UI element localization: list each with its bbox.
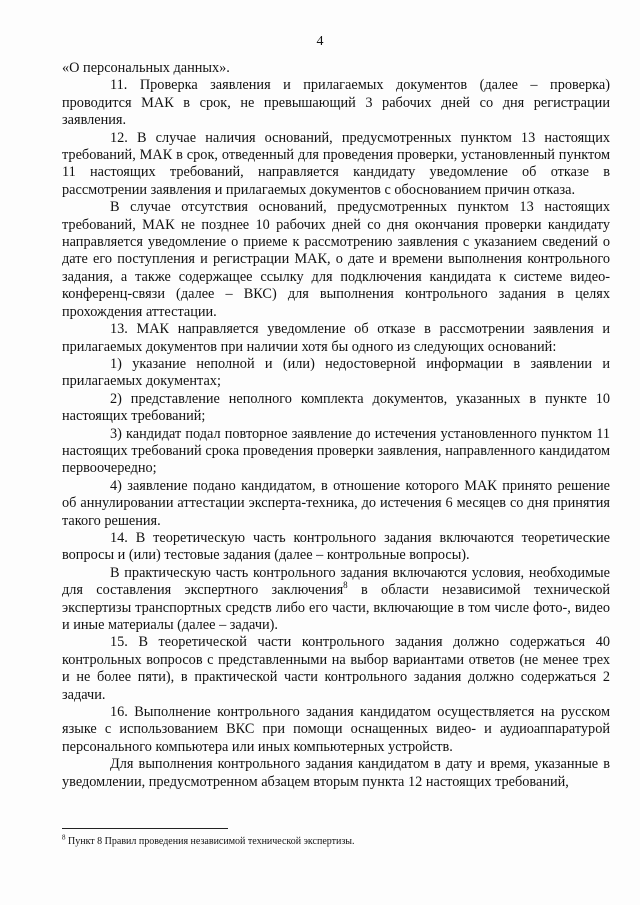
paragraph-13: 13. МАК направляется уведомление об отказе в рассмотрении заявления и прилагаемых документов при наличии хотя бы одного из следующих оснований:: [62, 321, 610, 355]
footnote-text: Пункт 8 Правил проведения независимой технической экспертизы.: [65, 836, 355, 847]
paragraph-14: 14. В теоретическую часть контрольного задания включаются теоретические вопросы и (или) тестовые задания (далее – контрольные вопросы).: [62, 529, 610, 564]
page-number: 4: [316, 34, 324, 49]
paragraph-12: 12. В случае наличия оснований, предусмотренных пунктом 13 настоящих требований, МАК в срок, отведенный для проведения проверки, установленный пунктом 11 настоящих требований, направляется кандидату уведомление об отказе в рассмотрении заявления и прилагаемых документов с обоснованием причин отказа.: [62, 129, 610, 198]
footnote-reference: 8: [343, 580, 348, 591]
paragraph-11: 11. Проверка заявления и прилагаемых документов (далее – проверка) проводится МАК в срок, не превышающий 3 рабочих дней со дня регистрации заявления.: [62, 77, 610, 129]
footnote: [62, 833, 610, 848]
paragraph-16-second: Для выполнения контрольного задания кандидатом в дату и время, указанные в уведомлении, предусмотренном абзацем вторым пункта 12 настоящих требований,: [62, 756, 610, 790]
paragraph-continuation: «О персональных данных».: [62, 60, 230, 76]
paragraph-15: 15. В теоретической части контрольного задания должно содержаться 40 контрольных вопросов с представленными на выбор вариантами ответов (не менее трех и не более пяти), в практической части контрольного задания должно содержаться 2 задачи.: [62, 634, 610, 703]
practical-text-start: В практическую часть контрольного задания включаются условия, необходимые для составления экспертного заключения: [62, 564, 610, 599]
document-body: [62, 60, 610, 791]
footnote-mark: 8: [62, 833, 66, 842]
list-item-4: 4) заявление подано кандидатом, в отношение которого МАК принято решение об аннулировании аттестации эксперта-техника, до истечения 6 месяцев со дня принятия такого решения.: [62, 477, 610, 529]
list-item-3: 3) кандидат подал повторное заявление до истечения установленного пунктом 11 настоящих требований срока проведения проверки заявления, направленного кандидатом первоочередно;: [62, 425, 610, 477]
practical-text-end: в области независимой технической экспертизы транспортных средств либо его части, включающие в том числе фото-, видео и иные материалы (далее – задачи).: [62, 582, 610, 633]
list-item-1: 1) указание неполной и (или) недостоверной информации в заявлении и прилагаемых документах;: [62, 355, 610, 390]
footnote-divider: [62, 828, 228, 829]
paragraph-12-second: В случае отсутствия оснований, предусмотренных пунктом 13 настоящих требований, МАК не позднее 10 рабочих дней со дня окончания проверки кандидату направляется уведомление о приеме к рассмотрению заявления с указанием сведений о дате его поступления и регистрации МАК, о дате и времени выполнения контрольного задания, а также содержащее ссылку для подключения кандидата к системе видео-конференц-связи (далее – ВКС) для выполнения контрольного задания в целях прохождения аттестации.: [62, 199, 610, 320]
paragraph-16: 16. Выполнение контрольного задания кандидатом осуществляется на русском языке с использованием ВКС при помощи оснащенных видео- и аудиоаппаратурой персонального компьютера или иных компьютерных устройств.: [62, 704, 610, 755]
paragraph-14-practical: [62, 565, 610, 635]
list-item-2: 2) представление неполного комплекта документов, указанных в пункте 10 настоящих требований;: [62, 390, 610, 425]
